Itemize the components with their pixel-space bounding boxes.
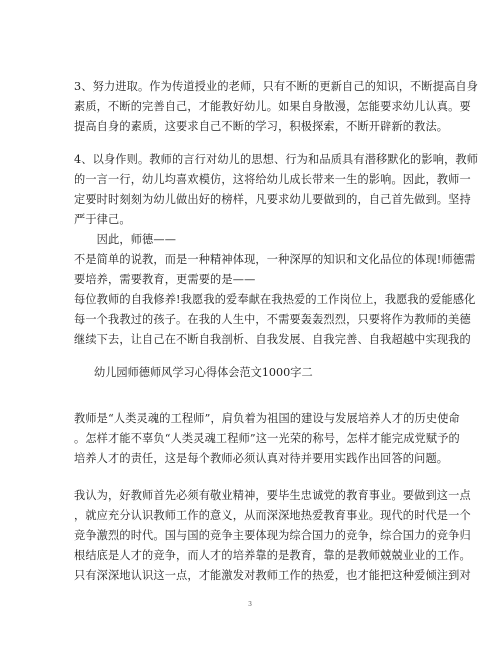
text-line: 因此，师德——	[74, 233, 177, 246]
text-line: 教师是“人类灵魂的工程师”，肩负着为祖国的建设与发展培养人才的历史使命	[74, 412, 460, 425]
text-line: ，就应充分认识教师工作的意义，从而深深地热爱教育事业。现代的时代是一个	[74, 509, 471, 522]
text-line: 要培养，需要教育，更需要的是——	[74, 273, 256, 286]
paragraph-effort	[74, 77, 479, 137]
text-line: 3、努力进取。作为传道授业的老师，只有不断的更新自己的知识，不断提高自身	[74, 80, 479, 93]
paragraph-soul-engineer	[74, 409, 460, 469]
text-line: 不是简单的说教，而是一种精神体现，一种深厚的知识和文化品位的体现!师德需	[74, 253, 476, 266]
text-line: 。怎样才能不辜负“人类灵魂工程师”这一光荣的称号，怎样才能完成党赋予的	[74, 432, 460, 445]
text-line: 竞争激烈的时代。国与国的竞争主要体现为综合国力的竞争，综合国力的竞争归	[74, 529, 471, 542]
text-line: 只有深深地认识这一点，才能激发对教师工作的热爱，也才能把这种爱倾注到对	[74, 569, 471, 582]
text-line: 素质，不断的完善自己，才能教好幼儿。如果自身散漫，怎能要求幼儿认真。要	[74, 100, 471, 113]
section-heading: 幼儿园师德师风学习心得体会范文1000字二	[94, 366, 313, 379]
text-line: 我认为，好教师首先必须有敬业精神，要毕生忠诚党的教育事业。要做到这一点	[74, 489, 471, 502]
text-line: 每一个我教过的孩子。在我的人生中，不需要轰轰烈烈，只要将作为教师的美德	[74, 313, 471, 326]
text-line: 定要时时刻刻为幼儿做出好的榜样，凡要求幼儿要做到的，自己首先做到。坚持	[74, 193, 471, 206]
text-line: 继续下去，让自己在不断自我剖析、自我发展、自我完善、自我超越中实现我的	[74, 333, 471, 346]
page-number: 3	[248, 601, 252, 608]
text-line: 的一言一行，幼儿均喜欢模仿，这将给幼儿成长带来一生的影响。因此，教师一	[74, 173, 471, 186]
paragraph-lead-by-example	[74, 150, 479, 350]
paragraph-dedication	[74, 486, 471, 586]
text-line: 根结底是人才的竞争，而人才的培养靠的是教育，靠的是教师兢兢业业的工作。	[74, 549, 471, 562]
text-line: 提高自身的素质，这要求自己不断的学习，积极探索，不断开辟新的教法。	[74, 120, 449, 133]
text-line: 严于律己。	[74, 213, 131, 226]
text-line: 4、以身作则。教师的言行对幼儿的思想、行为和品质具有潜移默化的影响，教师	[74, 153, 479, 166]
text-line: 每位教师的自我修养!我愿我的爱奉献在我热爱的工作岗位上，我愿我的爱能感化	[74, 293, 476, 306]
text-line: 培养人才的责任，这是每个教师必须认真对待并要用实践作出回答的问题。	[74, 452, 449, 465]
